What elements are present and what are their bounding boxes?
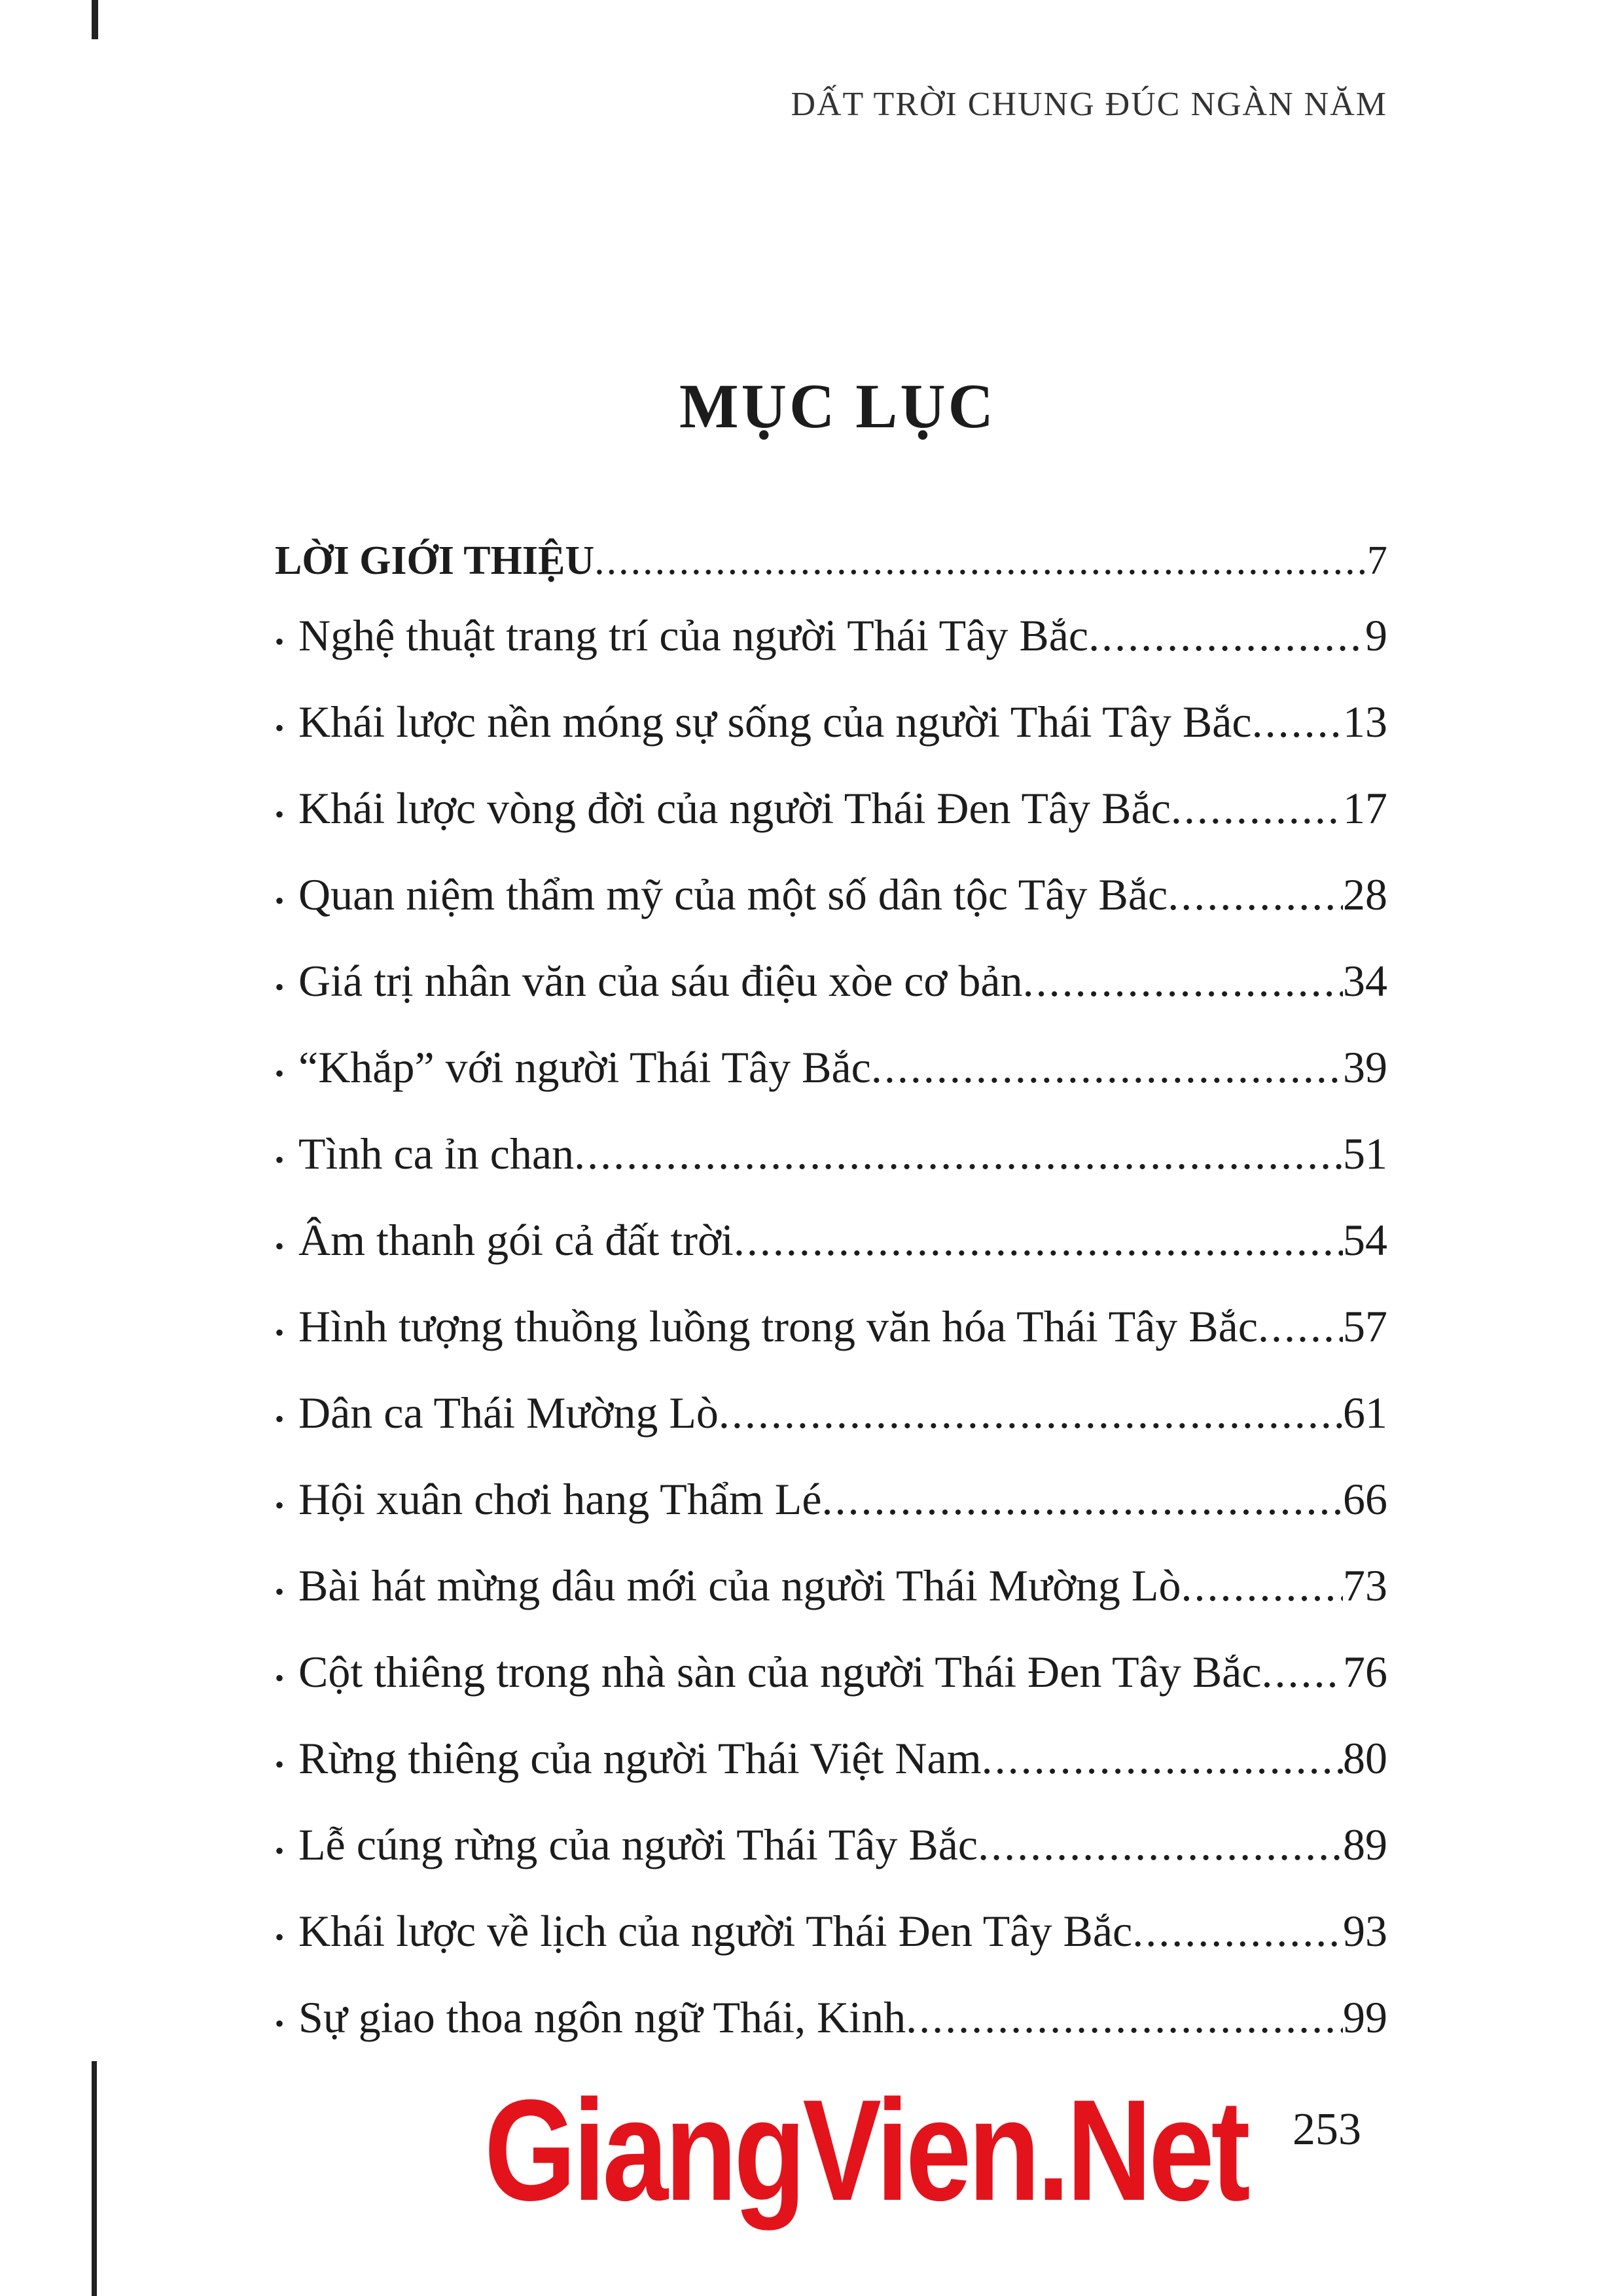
toc-entry-page: 34 <box>1343 956 1387 1006</box>
toc-entry-page: 76 <box>1343 1647 1387 1697</box>
bullet-icon: • <box>275 1491 285 1520</box>
toc-title: MỤC LỤC <box>679 371 996 441</box>
dot-leader <box>1168 851 1343 938</box>
bullet-icon: • <box>275 1231 285 1261</box>
dot-leader <box>982 1715 1343 1801</box>
toc-entry[interactable] <box>275 851 1387 938</box>
toc-entry-page: 51 <box>1343 1129 1387 1178</box>
toc-entry-title: “Khắp” với người Thái Tây Bắc <box>298 1042 871 1092</box>
page-number: 253 <box>1293 2104 1361 2155</box>
toc-entry[interactable] <box>275 1888 1387 1974</box>
toc-entry[interactable] <box>275 1369 1387 1456</box>
bullet-icon: • <box>275 1404 285 1434</box>
bullet-icon: • <box>275 1059 285 1088</box>
bullet-icon: • <box>275 1836 285 1865</box>
dot-leader <box>822 1456 1343 1542</box>
watermark-logo: GiangVien.Net <box>484 2070 1247 2231</box>
toc-entry-page: 80 <box>1343 1733 1387 1783</box>
toc-entry-page: 99 <box>1343 1992 1387 2042</box>
toc-entry-title: Tình ca ỉn chan <box>298 1129 575 1178</box>
toc-entry-page: 93 <box>1343 1906 1387 1956</box>
dot-leader <box>906 1974 1343 2060</box>
bullet-icon: • <box>275 886 285 915</box>
toc-entry-page: 17 <box>1343 783 1387 833</box>
dot-leader <box>574 1110 1343 1197</box>
toc-entry[interactable] <box>275 592 1387 679</box>
bullet-icon: • <box>275 1922 285 1952</box>
dot-leader <box>1258 1283 1343 1369</box>
dot-leader <box>734 1197 1343 1283</box>
toc-entry[interactable] <box>275 1283 1387 1369</box>
toc-entry-title: Dân ca Thái Mường Lò <box>298 1388 719 1438</box>
bullet-icon: • <box>275 1145 285 1174</box>
page-edge-shadow-top <box>92 0 98 39</box>
toc-entry-title: Bài hát mừng dâu mới của người Thái Mường Lò <box>298 1561 1181 1610</box>
dot-leader <box>1132 1888 1343 1974</box>
page-edge-shadow-bottom <box>92 2061 97 2296</box>
toc-entry[interactable] <box>275 765 1387 851</box>
dot-leader <box>1252 679 1343 765</box>
toc-entry-title: LỜI GIỚI THIỆU <box>275 539 595 583</box>
toc-entry-page: 7 <box>1367 539 1387 583</box>
toc-entry-intro[interactable] <box>275 530 1387 592</box>
toc-entry[interactable] <box>275 1197 1387 1283</box>
toc-entry[interactable] <box>275 1542 1387 1629</box>
bullet-icon: • <box>275 1663 285 1693</box>
dot-leader <box>871 1024 1343 1110</box>
bullet-icon: • <box>275 972 285 1002</box>
toc-entry-page: 28 <box>1343 870 1387 919</box>
bullet-icon: • <box>275 1577 285 1606</box>
toc-entry-page: 89 <box>1343 1820 1387 1869</box>
dot-leader <box>594 530 1367 592</box>
toc-entry[interactable] <box>275 1974 1387 2060</box>
toc-entry-page: 66 <box>1343 1474 1387 1524</box>
toc-entry-page: 9 <box>1365 610 1387 660</box>
toc-entry[interactable] <box>275 938 1387 1024</box>
toc-entry-title: Hội xuân chơi hang Thẩm Lé <box>298 1474 822 1524</box>
dot-leader <box>719 1369 1343 1456</box>
dot-leader <box>1181 1542 1343 1629</box>
toc-entry-title: Âm thanh gói cả đất trời <box>298 1215 734 1265</box>
dot-leader <box>1088 592 1365 679</box>
toc-entry-page: 54 <box>1343 1215 1387 1265</box>
bullet-icon: • <box>275 800 285 829</box>
toc-entry-page: 13 <box>1343 697 1387 747</box>
toc-entry-title: Sự giao thoa ngôn ngữ Thái, Kinh <box>298 1992 906 2042</box>
toc-entry-title: Lễ cúng rừng của người Thái Tây Bắc <box>298 1820 978 1869</box>
toc-entry-page: 57 <box>1343 1301 1387 1351</box>
toc-entry[interactable] <box>275 679 1387 765</box>
dot-leader <box>1023 938 1343 1024</box>
toc-entry-title: Quan niệm thẩm mỹ của một số dân tộc Tây Bắc <box>298 870 1168 919</box>
dot-leader <box>978 1801 1343 1888</box>
toc-entry[interactable] <box>275 1456 1387 1542</box>
toc-entry-page: 39 <box>1343 1042 1387 1092</box>
toc-entry-title: Rừng thiêng của người Thái Việt Nam <box>298 1733 982 1783</box>
dot-leader <box>1262 1629 1343 1715</box>
toc-entry-title: Khái lược về lịch của người Thái Đen Tây Bắc <box>298 1906 1133 1956</box>
bullet-icon: • <box>275 1318 285 1347</box>
bullet-icon: • <box>275 713 285 743</box>
bullet-icon: • <box>275 1750 285 1779</box>
running-head: DẤT TRỜI CHUNG ĐÚC NGÀN NĂM <box>791 86 1387 123</box>
bullet-icon: • <box>275 627 285 656</box>
dot-leader <box>1171 765 1343 851</box>
toc-entry[interactable] <box>275 1801 1387 1888</box>
toc-entry-title: Khái lược vòng đời của người Thái Đen Tây Bắc <box>298 783 1171 833</box>
toc-entry[interactable] <box>275 1024 1387 1110</box>
toc-entry-title: Giá trị nhân văn của sáu điệu xòe cơ bản <box>298 956 1023 1006</box>
toc-entry[interactable] <box>275 1629 1387 1715</box>
toc-entry-title: Cột thiêng trong nhà sàn của người Thái Đen Tây Bắc <box>298 1647 1262 1697</box>
toc-entry[interactable] <box>275 1110 1387 1197</box>
toc-entry-page: 61 <box>1343 1388 1387 1438</box>
toc-entry-page: 73 <box>1343 1561 1387 1610</box>
toc-entry[interactable] <box>275 1715 1387 1801</box>
toc-entry-title: Khái lược nền móng sự sống của người Thái Tây Bắc <box>298 697 1252 747</box>
toc-entry-title: Hình tượng thuồng luồng trong văn hóa Thái Tây Bắc <box>298 1301 1258 1351</box>
toc-entry-title: Nghệ thuật trang trí của người Thái Tây Bắc <box>298 610 1089 660</box>
bullet-icon: • <box>275 2009 285 2038</box>
table-of-contents <box>275 530 1387 2060</box>
